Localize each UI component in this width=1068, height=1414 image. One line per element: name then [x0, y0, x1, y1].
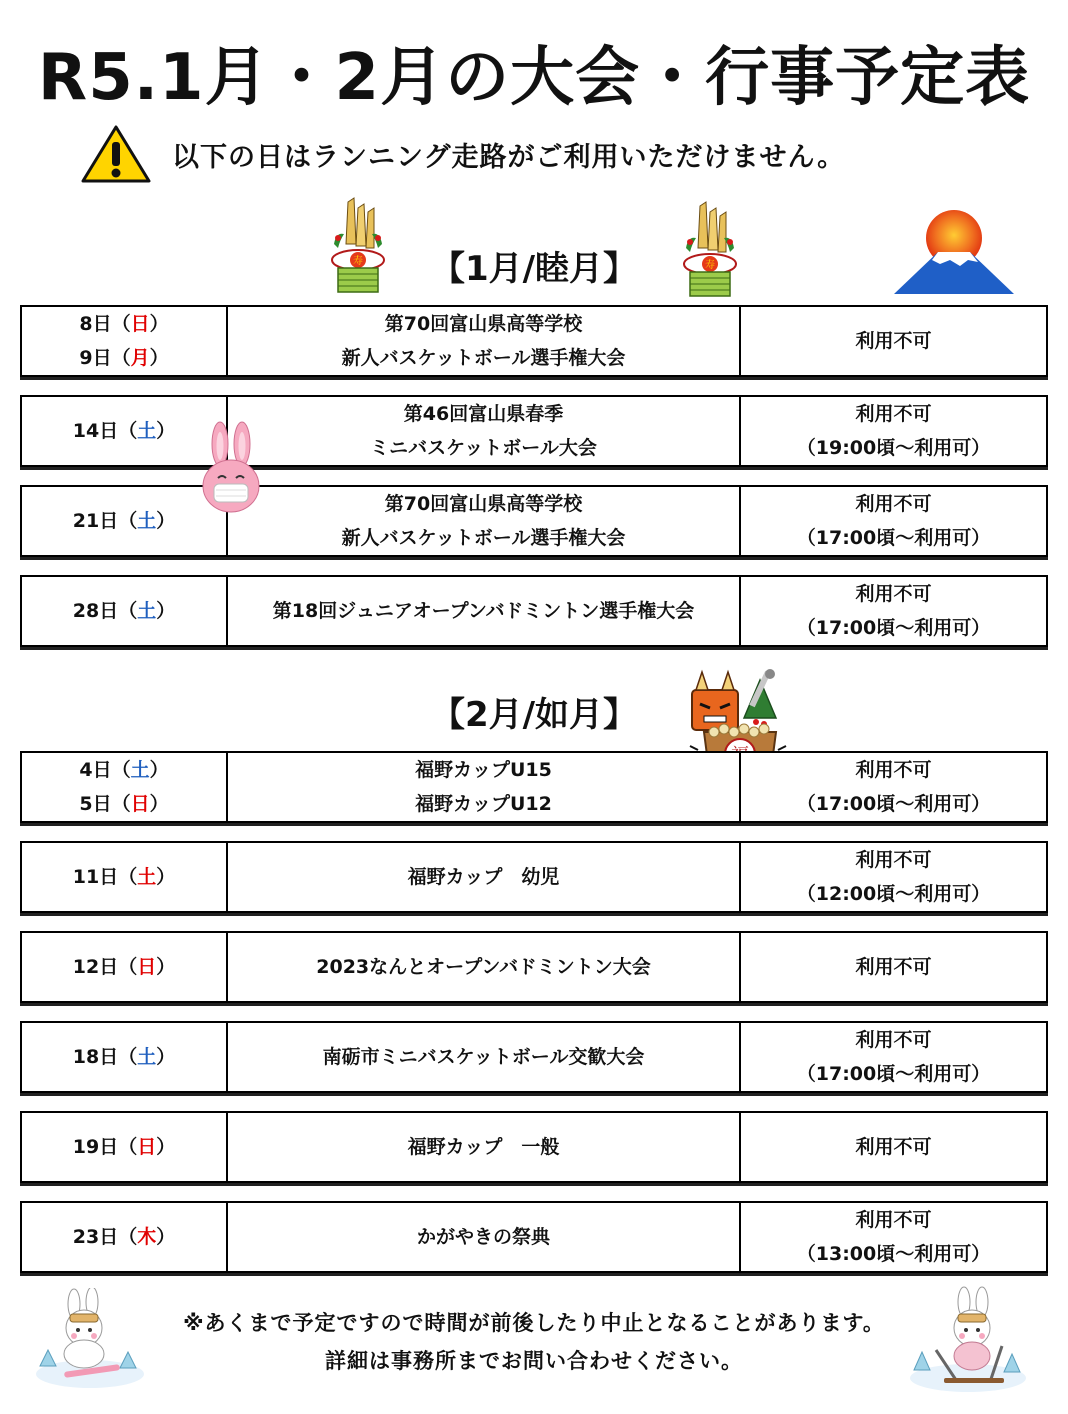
status-text: 利用不可: [855, 1209, 932, 1231]
day-of-week: 土: [137, 1046, 157, 1068]
status-text: 利用不可: [855, 759, 932, 781]
date-close-paren: ）: [149, 347, 169, 369]
event-name: ミニバスケットボール大会: [370, 437, 597, 459]
date-open-paren: （: [118, 1226, 138, 1248]
schedule-row: [20, 751, 1048, 823]
date-open-paren: （: [118, 420, 138, 442]
date-day: 28日: [72, 600, 119, 622]
date-line: [73, 1220, 176, 1254]
status-cell: [741, 307, 1046, 375]
date-cell: [22, 1203, 228, 1271]
status-text: （17:00頃～利用可）: [796, 527, 991, 549]
status-text: 利用不可: [855, 330, 932, 352]
schedule-row: [20, 1201, 1048, 1273]
event-cell: [228, 307, 741, 375]
date-day: 18日: [72, 1046, 119, 1068]
date-open-paren: （: [111, 759, 131, 781]
event-name: 第18回ジュニアオープンバドミントン選手権大会: [272, 600, 695, 622]
date-open-paren: （: [118, 1136, 138, 1158]
january-heading: 【1月/睦月】: [430, 249, 638, 289]
status-cell: [741, 397, 1046, 465]
date-close-paren: ）: [156, 420, 176, 442]
date-close-paren: ）: [149, 313, 169, 335]
event-cell: [228, 1023, 741, 1091]
date-cell: [22, 1023, 228, 1091]
page-title: R5.1月・2月の大会・行事予定表: [37, 41, 1031, 115]
event-name: 第46回富山県春季: [403, 403, 564, 425]
kadomatsu-left-seal: 寿: [353, 256, 363, 267]
status-cell: [741, 1023, 1046, 1091]
day-of-week: 日: [137, 956, 157, 978]
date-close-paren: ）: [156, 1046, 176, 1068]
status-text: 利用不可: [855, 849, 932, 871]
schedule-row: [20, 575, 1048, 647]
date-line: [73, 950, 176, 984]
date-line: [73, 594, 176, 628]
event-cell: [228, 753, 741, 821]
kadomatsu-right-seal: 寿: [705, 260, 715, 271]
date-line: [79, 787, 168, 821]
status-text: （17:00頃～利用可）: [796, 617, 991, 639]
date-day: 12日: [72, 956, 119, 978]
event-name: 2023なんとオープンバドミントン大会: [316, 956, 651, 978]
day-of-week: 土: [137, 420, 157, 442]
event-name: かがやきの祭典: [416, 1226, 550, 1248]
february-heading: 【2月/如月】: [430, 695, 638, 735]
date-cell: [22, 307, 228, 375]
date-close-paren: ）: [156, 600, 176, 622]
status-cell: [741, 1113, 1046, 1181]
date-cell: [22, 753, 228, 821]
status-cell: [741, 487, 1046, 555]
status-cell: [741, 577, 1046, 645]
date-close-paren: ）: [149, 793, 169, 815]
event-name: 第70回富山県高等学校: [384, 493, 583, 515]
status-text: （17:00頃～利用可）: [796, 793, 991, 815]
status-cell: [741, 843, 1046, 911]
status-text: （19:00頃～利用可）: [796, 437, 991, 459]
warning-text: 以下の日はランニング走路がご利用いただけません。: [172, 141, 846, 173]
date-day: 9日: [79, 347, 112, 369]
event-cell: [228, 397, 741, 465]
date-cell: [22, 577, 228, 645]
event-cell: [228, 1203, 741, 1271]
schedule-row: [20, 1111, 1048, 1183]
date-line: [73, 860, 176, 894]
date-day: 11日: [72, 866, 119, 888]
date-day: 14日: [72, 420, 119, 442]
date-open-paren: （: [111, 793, 131, 815]
day-of-week: 月: [130, 347, 150, 369]
date-close-paren: ）: [156, 866, 176, 888]
warning-icon: [80, 124, 152, 184]
date-day: 23日: [72, 1226, 119, 1248]
date-line: [79, 307, 168, 341]
event-cell: [228, 1113, 741, 1181]
schedule-row: [20, 485, 1048, 557]
date-cell: [22, 1113, 228, 1181]
day-of-week: 日: [130, 313, 150, 335]
date-open-paren: （: [118, 600, 138, 622]
status-text: 利用不可: [855, 403, 932, 425]
event-name: 新人バスケットボール選手権大会: [341, 527, 626, 549]
status-text: （13:00頃～利用可）: [796, 1243, 991, 1265]
date-close-paren: ）: [156, 1136, 176, 1158]
status-text: 利用不可: [855, 1136, 932, 1158]
status-text: 利用不可: [855, 1029, 932, 1051]
status-text: （12:00頃～利用可）: [796, 883, 991, 905]
footer-note-1: ※あくまで予定ですので時間が前後したり中止となることがあります。: [183, 1311, 885, 1335]
date-open-paren: （: [118, 956, 138, 978]
schedule-row: [20, 1021, 1048, 1093]
date-line: [73, 1040, 176, 1074]
warning-notice: [80, 124, 845, 184]
event-cell: [228, 843, 741, 911]
status-text: 利用不可: [855, 493, 932, 515]
date-line: [73, 1130, 176, 1164]
event-name: 福野カップU12: [415, 793, 552, 815]
day-of-week: 日: [130, 793, 150, 815]
status-cell: [741, 753, 1046, 821]
event-name: 第70回富山県高等学校: [384, 313, 583, 335]
day-of-week: 土: [130, 759, 150, 781]
date-open-paren: （: [118, 866, 138, 888]
footer-note-2: 詳細は事務所までお問い合わせください。: [325, 1349, 743, 1373]
event-cell: [228, 577, 741, 645]
date-line: [73, 504, 176, 538]
event-cell: [228, 933, 741, 1001]
date-day: 19日: [72, 1136, 119, 1158]
date-day: 5日: [79, 793, 112, 815]
date-day: 4日: [79, 759, 112, 781]
status-cell: [741, 933, 1046, 1001]
event-name: 福野カップU15: [415, 759, 552, 781]
schedule-row: [20, 931, 1048, 1003]
date-cell: [22, 933, 228, 1001]
event-name: 南砺市ミニバスケットボール交歓大会: [322, 1046, 645, 1068]
status-cell: [741, 1203, 1046, 1271]
event-name: 福野カップ 一般: [407, 1136, 560, 1158]
date-cell: [22, 843, 228, 911]
schedule-row: [20, 841, 1048, 913]
day-of-week: 木: [137, 1226, 157, 1248]
day-of-week: 土: [137, 600, 157, 622]
date-day: 21日: [72, 510, 119, 532]
date-open-paren: （: [111, 347, 131, 369]
date-open-paren: （: [118, 510, 138, 532]
date-open-paren: （: [118, 1046, 138, 1068]
status-text: 利用不可: [855, 583, 932, 605]
day-of-week: 日: [137, 1136, 157, 1158]
date-close-paren: ）: [156, 1226, 176, 1248]
event-cell: [228, 487, 741, 555]
rabbit-skiing-right-icon: [906, 1286, 1030, 1396]
status-text: （17:00頃～利用可）: [796, 1063, 991, 1085]
rabbit-skiing-left-icon: [34, 1288, 146, 1392]
date-day: 8日: [79, 313, 112, 335]
date-close-paren: ）: [156, 956, 176, 978]
date-line: [79, 753, 168, 787]
date-line: [79, 341, 168, 375]
day-of-week: 土: [137, 510, 157, 532]
date-close-paren: ）: [156, 510, 176, 532]
schedule-row: [20, 395, 1048, 467]
status-text: 利用不可: [855, 956, 932, 978]
date-close-paren: ）: [149, 759, 169, 781]
event-name: 福野カップ 幼児: [407, 866, 560, 888]
day-of-week: 土: [137, 866, 157, 888]
rabbit-mask-icon: [198, 420, 264, 518]
date-open-paren: （: [111, 313, 131, 335]
schedule-row: [20, 305, 1048, 377]
event-name: 新人バスケットボール選手権大会: [341, 347, 626, 369]
date-line: [73, 414, 176, 448]
